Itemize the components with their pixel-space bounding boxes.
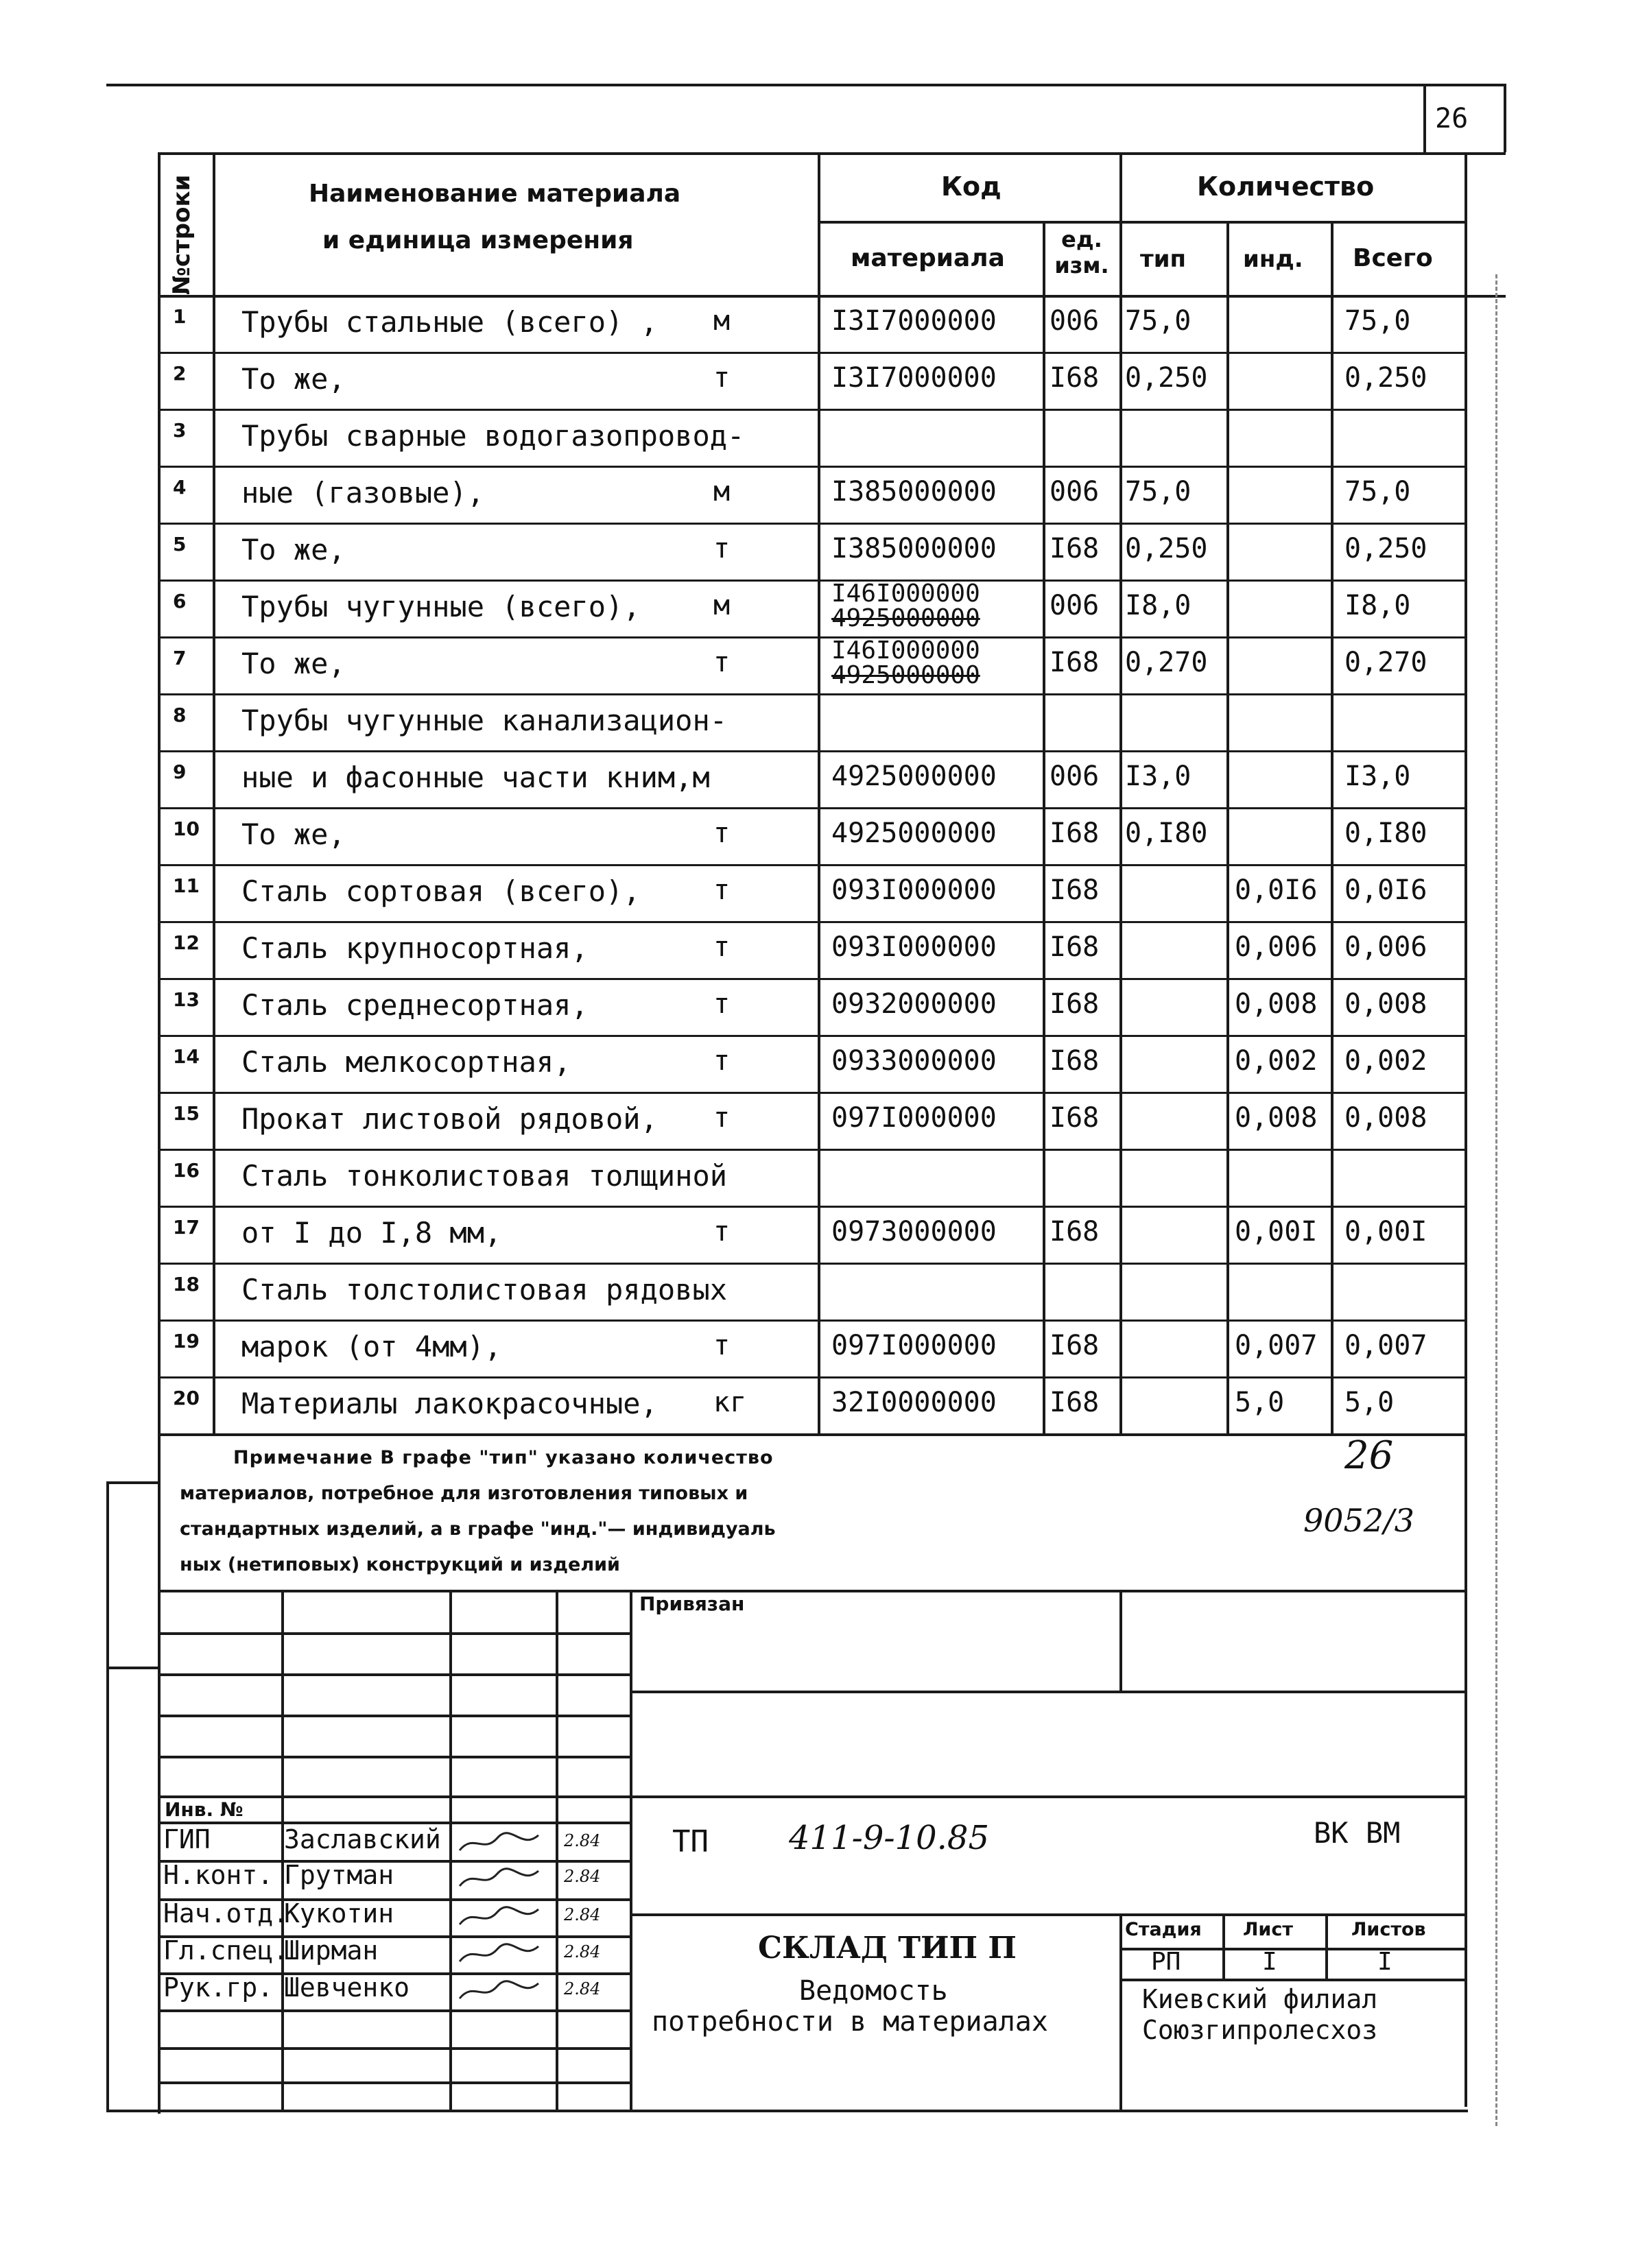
row-divider <box>158 580 1465 582</box>
row-number: 11 <box>173 874 200 897</box>
signature-date: 2.84 <box>564 1942 601 1961</box>
cell-ind: 5,0 <box>1235 1387 1285 1418</box>
cell-u: 006 <box>1050 476 1100 508</box>
unit-label: т <box>713 362 731 394</box>
unit-label: кг <box>713 1387 747 1418</box>
material-name: ные и фасонные части кним,м <box>241 761 710 794</box>
cell-u: I68 <box>1050 817 1100 849</box>
row-divider <box>158 921 1465 923</box>
material-code: 093I000000 <box>831 931 997 963</box>
cell-total: 0,0I6 <box>1344 874 1427 906</box>
unit-label: м <box>713 590 731 621</box>
row-number: 16 <box>173 1159 200 1182</box>
cell-ind: 0,002 <box>1235 1045 1318 1077</box>
cell-ind: 0,007 <box>1235 1330 1318 1361</box>
row-number: 5 <box>173 533 187 556</box>
cell-total: 0,007 <box>1344 1330 1427 1361</box>
signature-scribble-icon <box>456 1904 545 1931</box>
cell-total: 75,0 <box>1344 476 1411 508</box>
cell-u: I68 <box>1050 1330 1100 1361</box>
material-name: от I до I,8 мм, <box>241 1216 502 1250</box>
signer-name: Заславский <box>284 1824 441 1854</box>
row-divider <box>158 466 1465 468</box>
cell-tip: 0,250 <box>1125 362 1208 394</box>
organization-line2: Союзгипролесхоз <box>1142 2015 1378 2045</box>
signer-name: Грутман <box>284 1860 394 1890</box>
material-name: То же, <box>241 362 346 396</box>
note-line3: стандартных изделий, а в графе "инд."— индивидуаль <box>180 1518 776 1540</box>
name-header-line1: Наименование материала <box>309 180 681 208</box>
total-header: Всего <box>1353 244 1433 272</box>
unit-label: м <box>713 476 731 508</box>
cell-tip: 75,0 <box>1125 476 1192 508</box>
material-code: I46I000000 <box>831 580 980 608</box>
row-number: 18 <box>173 1273 200 1296</box>
unit-label: т <box>713 931 731 963</box>
material-name: ные (газовые), <box>241 476 485 510</box>
signer-name: Шевченко <box>284 1972 410 2003</box>
section-code: ВК ВМ <box>1314 1816 1401 1850</box>
unit-label: т <box>713 874 731 906</box>
material-code-secondary: 4925000000 <box>831 661 980 689</box>
stage-label: Стадия <box>1125 1919 1202 1940</box>
organization-line1: Киевский филиал <box>1142 1984 1378 2014</box>
signer-role: ГИП <box>163 1824 211 1854</box>
drawing-title: СКЛАД ТИП П <box>758 1931 1017 1966</box>
note-line4: ных (нетиповых) конструкций и изделий <box>180 1554 620 1575</box>
unit-label: т <box>713 1045 731 1077</box>
sheet-value: I <box>1262 1948 1277 1976</box>
row-number: 6 <box>173 590 187 612</box>
material-code: I3I7000000 <box>831 362 997 394</box>
row-number: 19 <box>173 1330 200 1352</box>
material-code: 4925000000 <box>831 817 997 849</box>
material-code: 0932000000 <box>831 988 997 1020</box>
signer-name: Кукотин <box>284 1898 394 1929</box>
drawing-subtitle-2: потребности в материалах <box>652 2006 1048 2038</box>
cell-u: I68 <box>1050 533 1100 564</box>
sheets-label: Листов <box>1351 1919 1426 1940</box>
row-divider <box>158 1149 1465 1151</box>
cell-u: 006 <box>1050 761 1100 792</box>
signature-scribble-icon <box>456 1978 545 2005</box>
row-number: 17 <box>173 1216 200 1239</box>
material-name: Сталь среднесортная, <box>241 988 589 1022</box>
material-name: То же, <box>241 533 346 566</box>
material-name: Сталь толстолистовая рядовых <box>241 1273 728 1306</box>
unit-header: ед. изм. <box>1054 226 1109 278</box>
row-number: 14 <box>173 1045 200 1068</box>
cell-u: I68 <box>1050 1387 1100 1418</box>
row-number: 1 <box>173 305 187 328</box>
cell-total: I8,0 <box>1344 590 1411 621</box>
cell-ind: 0,00I <box>1235 1216 1318 1248</box>
unit-label: т <box>713 988 731 1020</box>
cell-total: 0,006 <box>1344 931 1427 963</box>
cell-total: 0,00I <box>1344 1216 1427 1248</box>
row-number: 2 <box>173 362 187 385</box>
material-code: 32I0000000 <box>831 1387 997 1418</box>
cell-total: 75,0 <box>1344 305 1411 337</box>
name-header-line2: и единица измерения <box>322 226 634 254</box>
row-divider <box>158 523 1465 525</box>
row-number: 4 <box>173 476 187 499</box>
cell-total: 0,008 <box>1344 988 1427 1020</box>
material-code: I385000000 <box>831 476 997 508</box>
material-name: марок (от 4мм), <box>241 1330 502 1363</box>
material-code: 093I000000 <box>831 874 997 906</box>
material-code-secondary: 4925000000 <box>831 604 980 632</box>
cell-total: 0,008 <box>1344 1102 1427 1134</box>
material-name: Сталь крупносортная, <box>241 931 589 965</box>
material-name: Сталь тонколистовая толщиной <box>241 1159 728 1193</box>
cell-u: I68 <box>1050 647 1100 678</box>
unit-label: т <box>713 817 731 849</box>
signer-role: Н.конт. <box>163 1860 274 1890</box>
cell-ind: 0,006 <box>1235 931 1318 963</box>
material-code-header: материала <box>851 244 1005 272</box>
right-edge-dash <box>1495 274 1497 2126</box>
document-code: 411-9-10.85 <box>789 1819 990 1857</box>
cell-u: I68 <box>1050 1102 1100 1134</box>
cell-u: I68 <box>1050 362 1100 394</box>
signature-date: 2.84 <box>564 1831 601 1850</box>
row-divider <box>158 807 1465 809</box>
material-name: То же, <box>241 647 346 680</box>
material-name: Трубы сварные водогазопровод- <box>241 419 745 453</box>
signer-role: Рук.гр. <box>163 1972 274 2003</box>
handwritten-sheet-number: 26 <box>1344 1433 1394 1478</box>
row-divider <box>158 1263 1465 1265</box>
row-number: 15 <box>173 1102 200 1125</box>
row-divider <box>158 1376 1465 1378</box>
note-line2: материалов, потребное для изготовления типовых и <box>180 1483 748 1504</box>
row-number: 13 <box>173 988 200 1011</box>
cell-u: I68 <box>1050 988 1100 1020</box>
handwritten-reference: 9052/3 <box>1303 1502 1414 1539</box>
signature-scribble-icon <box>456 1865 545 1893</box>
material-code: 4925000000 <box>831 761 997 792</box>
inventory-number-label: Инв. № <box>165 1798 244 1821</box>
signature-scribble-icon <box>456 1941 545 1968</box>
cell-ind: 0,008 <box>1235 1102 1318 1134</box>
cell-ind: 0,0I6 <box>1235 874 1318 906</box>
material-name: Сталь мелкосортная, <box>241 1045 571 1079</box>
cell-total: 0,I80 <box>1344 817 1427 849</box>
note-line1: Примечание В графе "тип" указано количество <box>233 1447 774 1468</box>
unit-label: т <box>713 1216 731 1248</box>
row-number: 8 <box>173 704 187 726</box>
ind-header: инд. <box>1243 246 1303 273</box>
cell-total: I3,0 <box>1344 761 1411 792</box>
row-divider <box>158 352 1465 354</box>
cell-u: I68 <box>1050 1045 1100 1077</box>
material-name: Материалы лакокрасочные, <box>241 1387 658 1420</box>
signer-role: Нач.отд. <box>163 1898 289 1929</box>
cell-tip: 75,0 <box>1125 305 1192 337</box>
row-divider <box>158 409 1465 411</box>
material-code: 097I000000 <box>831 1330 997 1361</box>
cell-u: I68 <box>1050 931 1100 963</box>
row-divider <box>158 1206 1465 1208</box>
row-number: 3 <box>173 419 187 442</box>
stage-value: РП <box>1151 1948 1181 1976</box>
cell-tip: I3,0 <box>1125 761 1192 792</box>
row-number: 7 <box>173 647 187 669</box>
material-code: 0933000000 <box>831 1045 997 1077</box>
row-number: 10 <box>173 817 200 840</box>
material-code: 0973000000 <box>831 1216 997 1248</box>
signature-date: 2.84 <box>564 1905 601 1924</box>
row-divider <box>158 1035 1465 1037</box>
row-number: 9 <box>173 761 187 783</box>
cell-tip: 0,I80 <box>1125 817 1208 849</box>
signer-name: Ширман <box>284 1935 379 1966</box>
signature-date: 2.84 <box>564 1867 601 1886</box>
unit-label: м <box>713 305 731 337</box>
signature-scribble-icon <box>456 1830 545 1857</box>
row-divider <box>158 1092 1465 1094</box>
page-number: 26 <box>1435 103 1469 134</box>
cell-total: 0,250 <box>1344 533 1427 564</box>
cell-total: 0,250 <box>1344 362 1427 394</box>
row-divider <box>158 1320 1465 1322</box>
row-divider <box>158 636 1465 638</box>
cell-total: 0,270 <box>1344 647 1427 678</box>
cell-tip: I8,0 <box>1125 590 1192 621</box>
tp-label: ТП <box>672 1824 709 1859</box>
material-code: 097I000000 <box>831 1102 997 1134</box>
code-header: Код <box>941 171 1001 202</box>
tip-header: тип <box>1140 246 1187 273</box>
material-name: Трубы чугунные (всего), <box>241 590 641 623</box>
material-code: I46I000000 <box>831 636 980 665</box>
cell-total: 5,0 <box>1344 1387 1395 1418</box>
row-number-header: №строки <box>168 174 195 295</box>
cell-u: I68 <box>1050 874 1100 906</box>
row-number: 12 <box>173 931 200 954</box>
signature-date: 2.84 <box>564 1979 601 1998</box>
material-name: Прокат листовой рядовой, <box>241 1102 658 1136</box>
material-code: I385000000 <box>831 533 997 564</box>
cell-tip: 0,270 <box>1125 647 1208 678</box>
material-name: Трубы чугунные канализацион- <box>241 704 728 737</box>
row-divider <box>158 750 1465 752</box>
drawing-subtitle-1: Ведомость <box>799 1975 948 2007</box>
cell-total: 0,002 <box>1344 1045 1427 1077</box>
material-name: То же, <box>241 817 346 851</box>
cell-ind: 0,008 <box>1235 988 1318 1020</box>
sheet-label: Лист <box>1243 1919 1293 1940</box>
row-number: 20 <box>173 1387 200 1409</box>
cell-u: 006 <box>1050 305 1100 337</box>
signer-role: Гл.спец. <box>163 1935 289 1966</box>
unit-label: т <box>713 1102 731 1134</box>
material-name: Трубы стальные (всего) , <box>241 305 658 339</box>
material-name: Сталь сортовая (всего), <box>241 874 641 908</box>
cell-u: I68 <box>1050 1216 1100 1248</box>
unit-label: т <box>713 647 731 678</box>
unit-label: т <box>713 533 731 564</box>
sheets-value: I <box>1377 1948 1392 1976</box>
cell-u: 006 <box>1050 590 1100 621</box>
quantity-header: Количество <box>1197 171 1375 202</box>
unit-label: т <box>713 1330 731 1361</box>
material-code: I3I7000000 <box>831 305 997 337</box>
row-divider <box>158 864 1465 866</box>
privyazan-label: Привязан <box>639 1592 745 1615</box>
cell-tip: 0,250 <box>1125 533 1208 564</box>
row-divider <box>158 978 1465 980</box>
row-divider <box>158 693 1465 695</box>
